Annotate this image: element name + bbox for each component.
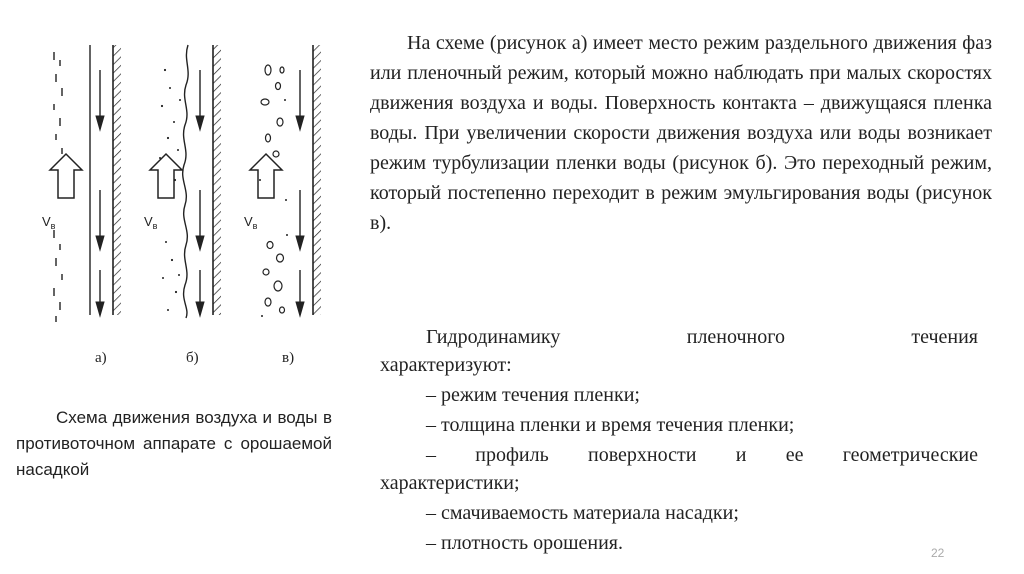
wall-hatch-c xyxy=(313,45,321,315)
page-number: 22 xyxy=(931,546,945,560)
flow-regime-figure xyxy=(20,30,350,330)
list-item: – режим течения пленки; xyxy=(426,384,640,406)
figure-label-a: а) xyxy=(95,350,107,366)
bubbles-c xyxy=(261,65,285,313)
up-arrow-c xyxy=(250,154,282,198)
hydrodynamics-lead-cont: характеризуют: xyxy=(380,354,512,376)
figure-caption-text: Схема движения воздуха и воды в противоточном аппарате с орошаемой насадкой xyxy=(16,408,332,479)
paragraph-hydrodynamics xyxy=(380,322,978,558)
svg-text:Vв: $V_в$ xyxy=(42,214,56,231)
list-item: – смачиваемость материала насадки; xyxy=(426,502,739,524)
panel-c xyxy=(244,45,321,317)
panel-a xyxy=(42,45,121,322)
panel-b xyxy=(144,45,221,318)
wavy-film-b xyxy=(183,45,188,318)
svg-text:Vв: $V_в$ xyxy=(244,214,258,231)
up-arrow-b xyxy=(150,154,182,198)
figure-caption xyxy=(16,405,332,483)
figure-label-b: б) xyxy=(186,350,199,366)
down-arrow-b xyxy=(196,70,204,316)
down-arrow-a xyxy=(96,70,104,316)
svg-text:Vв: $V_в$ xyxy=(144,214,158,231)
list-item: – профиль поверхности и ее геометрические xyxy=(426,444,978,466)
list-item: – толщина пленки и время течения пленки; xyxy=(426,414,795,436)
wall-hatch-a xyxy=(113,45,121,315)
flow-regime-diagram xyxy=(20,30,350,330)
list-item-cont: характеристики; xyxy=(380,472,520,494)
droplets-c xyxy=(259,99,288,317)
down-arrow-c xyxy=(296,70,304,316)
figure-label-c: в) xyxy=(282,350,295,366)
up-arrow-a xyxy=(50,154,82,198)
droplets-b xyxy=(159,69,181,311)
hydrodynamics-lead: Гидродинамику пленочного течения xyxy=(426,326,978,348)
paragraph-regimes: На схеме (рисунок а) имеет место режим раздельного движения фаз или пленочный режим, который можно наблюдать при малых скоростях движения воздуха и воды. Поверхность контакта – движущаяся пленка воды. При увеличении скорости движения воздуха или воды возникает режим турбулизации пленки воды (рисунок б). Это переходный режим, который постепенно переходит в режим эмульгирования воды (рисунок в). xyxy=(370,32,992,234)
list-item: – плотность орошения. xyxy=(426,532,623,554)
wall-hatch-b xyxy=(213,45,221,315)
